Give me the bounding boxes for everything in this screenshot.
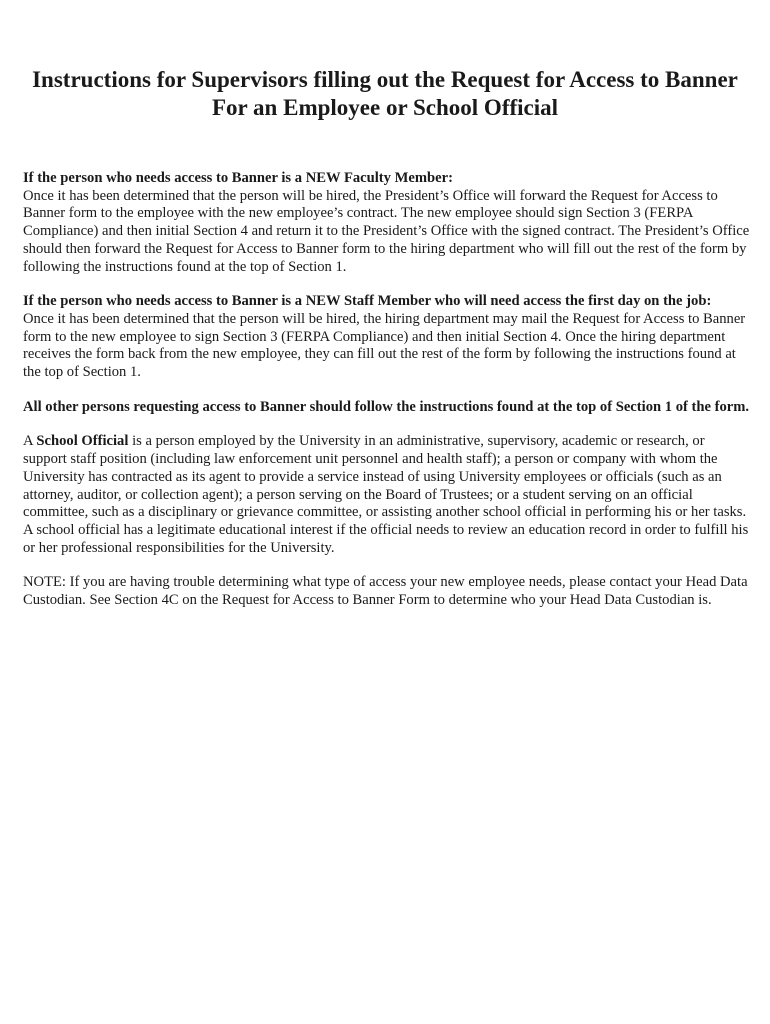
school-official-term: School Official [36, 433, 129, 450]
note-paragraph: NOTE: If you are having trouble determining what type of access your new employee needs, please contact your Head Data Custodian. See Section 4C on the Request for Access to Banner Form to determine who your Head Data Custodian is. [23, 574, 748, 609]
document-content [23, 170, 751, 627]
school-official-prefix: A [23, 433, 37, 450]
staff-section [23, 293, 751, 382]
faculty-body: Once it has been determined that the person will be hired, the President’s Office will forward the Request for Access to Banner form to the employee with the new employee’s contract. The new employee should sign Section 3 (FERPA Compliance) and then initial Section 4 and return it to the President’s Office with the signed contract. The President’s Office should then forward the Request for Access to Banner form to the hiring department who will fill out the rest of the form by following the instructions found at the top of Section 1. [23, 187, 750, 275]
school-official-body: is a person employed by the University in an administrative, supervisory, academic or research, or support staff position (including law enforcement unit personnel and health staff); a person or company with whom the University has contracted as its agent to provide a service instead of using University employees or officials (such as an attorney, auditor, or collection agent); a person serving on the Board of Trustees; or a student serving on an official committee, such as a disciplinary or grievance committee, or assisting another school official in performing his or her tasks. A school official has a legitimate educational interest if the official needs to review an education record in order to fulfill his or her professional responsibilities for the University. [23, 433, 749, 556]
school-official-paragraph [23, 433, 751, 557]
faculty-heading: If the person who needs access to Banner is a NEW Faculty Member: [23, 170, 453, 186]
staff-body: Once it has been determined that the person will be hired, the hiring department may mail the Request for Access to Banner form to the new employee to sign Section 3 (FERPA Compliance) and then initial Section 4. Once the hiring department receives the form back from the new employee, they can fill out the rest of the form by following the instructions found at the top of Section 1. [23, 310, 746, 381]
other-persons-paragraph: All other persons requesting access to Banner should follow the instructions found at the top of Section 1 of the form. [23, 398, 750, 415]
document-title: Instructions for Supervisors filling out the Request for Access to Banner For an Employee or School Official [32, 67, 738, 120]
staff-heading: If the person who needs access to Banner is a NEW Staff Member who will need access the first day on the job: [23, 293, 712, 310]
faculty-section [23, 170, 751, 276]
